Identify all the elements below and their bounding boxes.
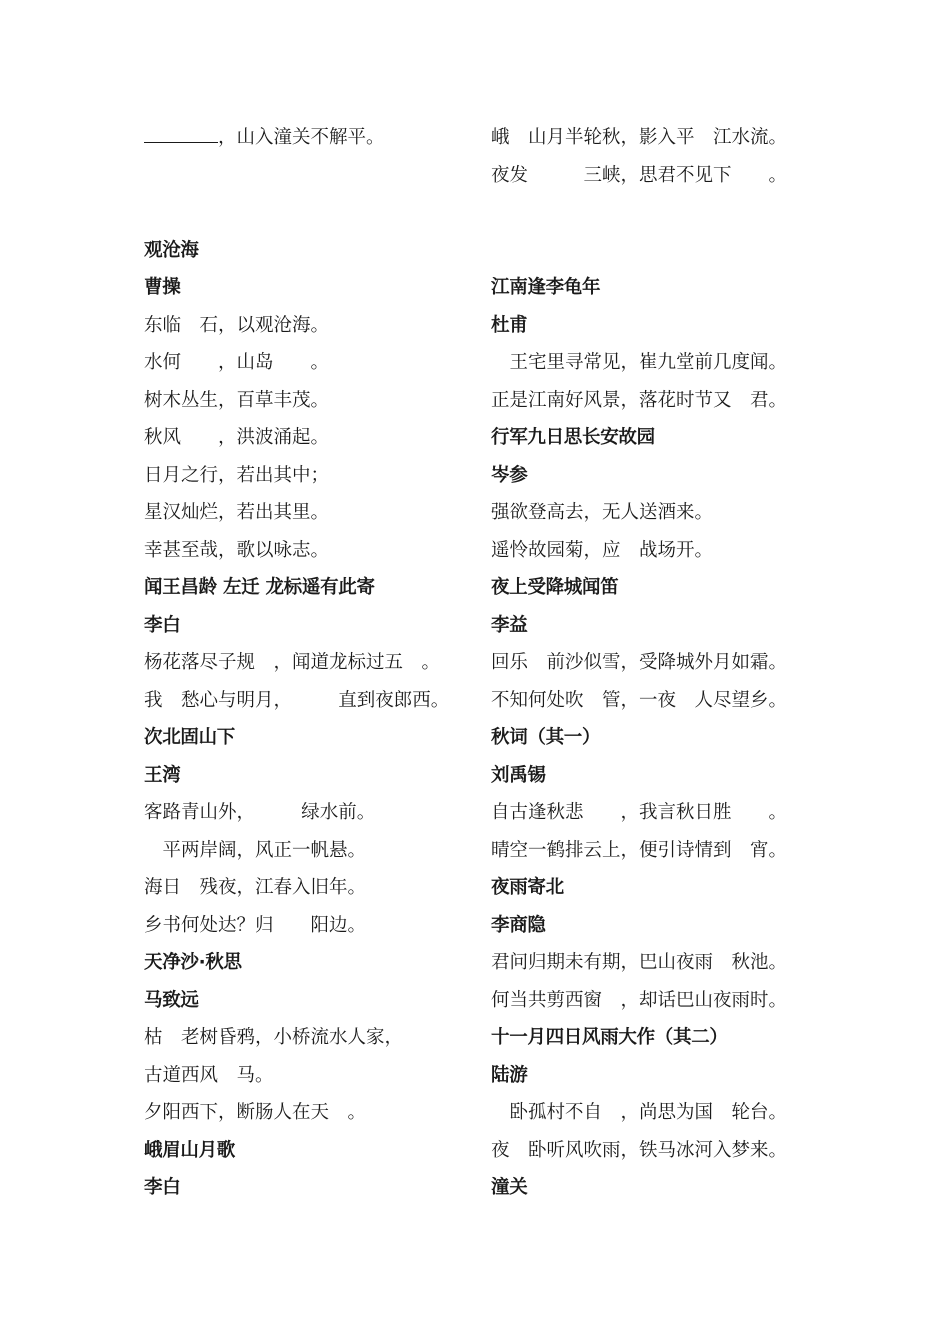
poem-author: 陆游 xyxy=(491,1064,528,1086)
poem-author: 刘禹锡 xyxy=(491,764,546,786)
poem-title: 夜上受降城闻笛 xyxy=(491,577,619,598)
poem-title: 行军九日思长安故园 xyxy=(491,427,655,448)
verse-line: 夜 卧听风吹雨，铁马冰河入梦来。 xyxy=(491,1139,788,1161)
poem-title: 峨眉山月歌 xyxy=(144,1139,236,1161)
verse-line: 树木丛生，百草丰茂。 xyxy=(144,389,330,411)
fill-in-blank-line xyxy=(144,119,464,157)
poem-title: 江南逢李龟年 xyxy=(491,277,601,298)
left-column xyxy=(144,119,464,1207)
verse-line: 峨 山月半轮秋，影入平 江水流。 xyxy=(491,127,788,148)
verse-line: 不知何处吹 管，一夜 人尽望乡。 xyxy=(491,689,788,711)
spacer xyxy=(491,194,811,232)
poem-author: 王湾 xyxy=(144,764,181,786)
verse-line: 幸甚至哉，歌以咏志。 xyxy=(144,539,330,561)
verse-line: 乡书何处达？归 阳边。 xyxy=(144,914,367,936)
verse-text: ，山入潼关不解平。 xyxy=(218,127,385,148)
poem-title: 潼关 xyxy=(491,1177,528,1198)
poem-title: 十一月四日风雨大作（其二） xyxy=(491,1027,728,1048)
verse-line: 东临 石，以观沧海。 xyxy=(144,314,330,336)
verse-line: 杨花落尽子规 ，闻道龙标过五 。 xyxy=(144,652,441,673)
poem-author: 李白 xyxy=(144,614,181,636)
poem-title: 观沧海 xyxy=(144,239,199,261)
poem-author: 马致远 xyxy=(144,989,199,1011)
poem-author: 李益 xyxy=(491,614,528,636)
verse-line: 遥怜故园菊，应 战场开。 xyxy=(491,539,714,561)
verse-line: 自古逢秋悲 ，我言秋日胜 。 xyxy=(491,802,788,823)
spacer xyxy=(144,157,464,195)
verse-line: 平两岸阔，风正一帆悬。 xyxy=(144,839,367,861)
verse-line: 卧孤村不自 ，尚思为国 轮台。 xyxy=(491,1102,788,1123)
verse-line: 秋风 ，洪波涌起。 xyxy=(144,427,330,448)
spacer xyxy=(144,194,464,232)
poem-title: 天净沙·秋思 xyxy=(144,952,242,973)
verse-line: 海日 残夜，江春入旧年。 xyxy=(144,877,367,898)
poem-author: 杜甫 xyxy=(491,314,528,336)
poem-author: 李商隐 xyxy=(491,914,546,936)
poem-title: 秋词（其一） xyxy=(491,727,601,748)
verse-line: 王宅里寻常见，崔九堂前几度闻。 xyxy=(491,352,788,373)
poem-title: 次北固山下 xyxy=(144,727,236,748)
verse-line: 夕阳西下，断肠人在天 。 xyxy=(144,1102,367,1123)
verse-line: 正是江南好风景，落花时节又 君。 xyxy=(491,389,788,411)
poem-author: 曹操 xyxy=(144,277,181,298)
verse-line: 日月之行，若出其中； xyxy=(144,464,330,486)
verse-line: 君问归期未有期，巴山夜雨 秋池。 xyxy=(491,952,788,973)
right-column xyxy=(491,119,811,1207)
poem-title: 闻王昌龄 左迁 龙标遥有此寄 xyxy=(144,577,375,598)
verse-line: 夜发 三峡，思君不见下 。 xyxy=(491,164,788,186)
answer-blank xyxy=(144,128,218,143)
verse-line: 我 愁心与明月， 直到夜郎西。 xyxy=(144,689,450,711)
verse-line: 古道西风 马。 xyxy=(144,1064,274,1086)
poem-title: 夜雨寄北 xyxy=(491,877,564,898)
verse-line: 星汉灿烂，若出其里。 xyxy=(144,502,330,523)
verse-line: 水何 ，山岛 。 xyxy=(144,352,330,373)
verse-line: 回乐 前沙似雪，受降城外月如霜。 xyxy=(491,652,788,673)
poem-author: 岑参 xyxy=(491,464,528,486)
verse-line: 何当共剪西窗 ，却话巴山夜雨时。 xyxy=(491,989,788,1011)
spacer xyxy=(491,232,811,270)
verse-line: 枯 老树昏鸦，小桥流水人家， xyxy=(144,1027,404,1048)
verse-line: 晴空一鹤排云上，便引诗情到 宵。 xyxy=(491,839,788,861)
verse-line: 强欲登高去，无人送酒来。 xyxy=(491,502,714,523)
verse-line: 客路青山外， 绿水前。 xyxy=(144,802,376,823)
poem-author: 李白 xyxy=(144,1177,181,1198)
